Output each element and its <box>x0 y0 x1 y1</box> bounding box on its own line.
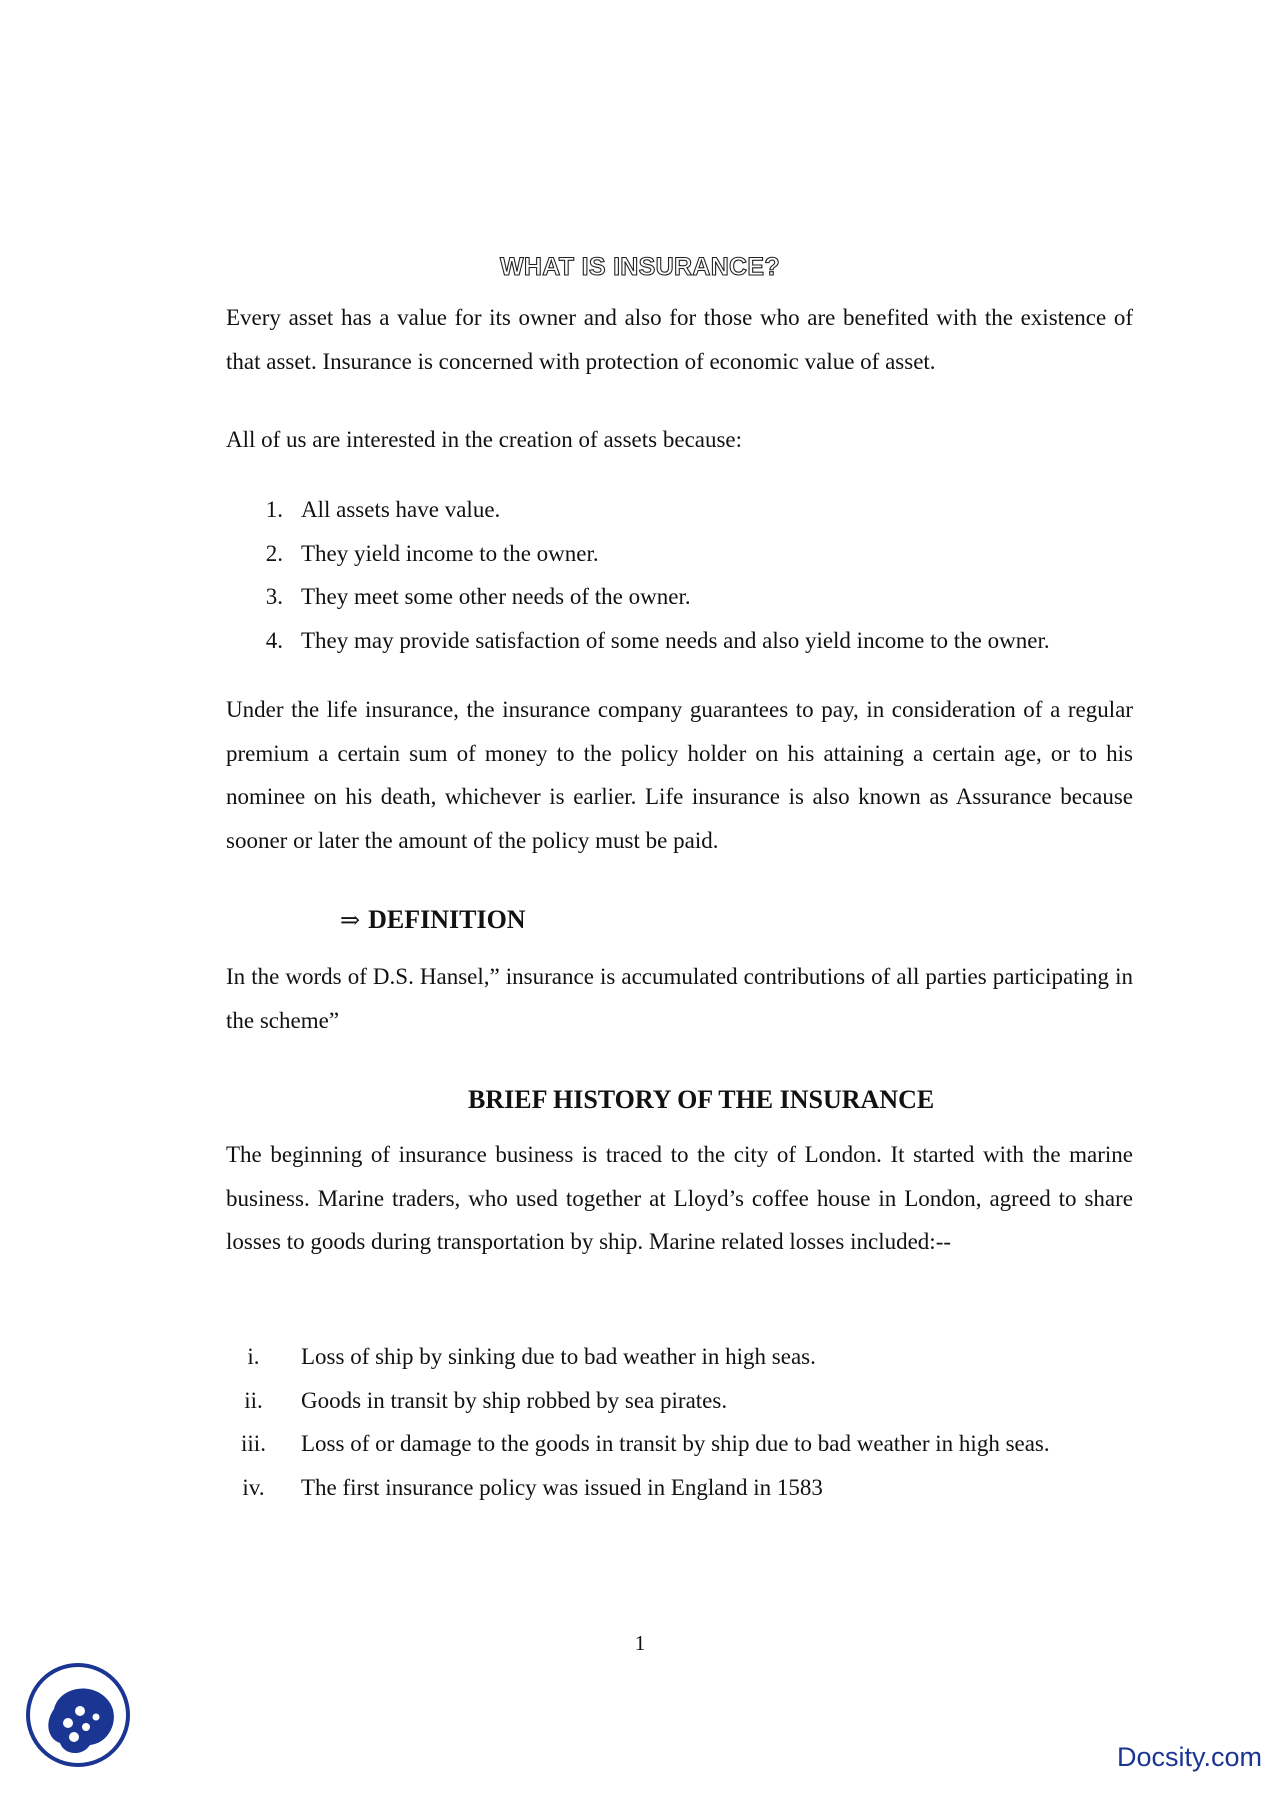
reasons-list <box>226 488 1133 662</box>
list-item-number: iv. <box>242 1474 265 1500</box>
implies-arrow-icon: ⇒ <box>340 906 361 934</box>
list-item <box>226 1466 1133 1510</box>
list-item-text: They may provide satisfaction of some needs and also yield income to the owner. <box>301 627 1050 653</box>
definition-heading <box>340 902 526 938</box>
list-item-number: 4. <box>265 627 283 653</box>
interest-paragraph: All of us are interested in the creation of assets because: <box>226 427 743 452</box>
list-item-text: The first insurance policy was issued in England in 1583 <box>301 1474 823 1500</box>
list-item <box>226 1379 1133 1423</box>
list-item-number: i. <box>247 1344 260 1369</box>
definition-heading-text: DEFINITION <box>368 905 526 934</box>
list-item-text: All assets have value. <box>301 497 501 522</box>
life-insurance-paragraph: Under the life insurance, the insurance company guarantees to pay, in consideration of a regular premium a certain sum of money to the policy holder on his attaining a certain age, or to his nominee on his death, whichever is earlier. Life insurance is also known as Assurance because sooner or later the amount of the policy must be paid. <box>226 697 1133 853</box>
list-item-text: They meet some other needs of the owner. <box>301 584 691 609</box>
page-number: 1 <box>634 1631 646 1655</box>
history-paragraph: The beginning of insurance business is traced to the city of London. It started with the marine business. Marine traders, who used together at Lloyd’s coffee house in London, agreed to share losses to goods during transportation by ship. Marine related losses included:-- <box>226 1142 1133 1254</box>
list-item-number: iii. <box>241 1431 266 1456</box>
list-item-text: They yield income to the owner. <box>301 540 599 566</box>
list-item-number: ii. <box>244 1387 263 1413</box>
definition-paragraph: In the words of D.S. Hansel,” insurance is accumulated contributions of all parties participating in the scheme” <box>226 964 1133 1033</box>
docsity-logo-icon[interactable] <box>24 1651 136 1779</box>
docsity-brand-link[interactable]: Docsity.com <box>1116 1742 1262 1772</box>
page-title: WHAT IS INSURANCE? <box>500 252 780 281</box>
list-item-number: 2. <box>265 540 283 566</box>
list-item-number: 1. <box>265 497 283 522</box>
history-heading: BRIEF HISTORY OF THE INSURANCE <box>468 1085 935 1114</box>
intro-paragraph: Every asset has a value for its owner and also for those who are benefited with the existence of that asset. Insurance is concerned with protection of economic value of asset. <box>226 305 1133 374</box>
list-item <box>226 488 1133 532</box>
list-item <box>226 575 1133 619</box>
list-item-text: Goods in transit by ship robbed by sea pirates. <box>301 1387 728 1413</box>
list-item-number: 3. <box>265 584 283 609</box>
list-item <box>226 532 1133 576</box>
list-item-text: Loss of ship by sinking due to bad weather in high seas. <box>301 1344 816 1369</box>
list-item-text: Loss of or damage to the goods in transit by ship due to bad weather in high seas. <box>301 1431 1050 1456</box>
list-item <box>226 1335 1133 1379</box>
list-item <box>226 619 1133 663</box>
losses-list <box>226 1335 1133 1509</box>
list-item <box>226 1422 1133 1466</box>
